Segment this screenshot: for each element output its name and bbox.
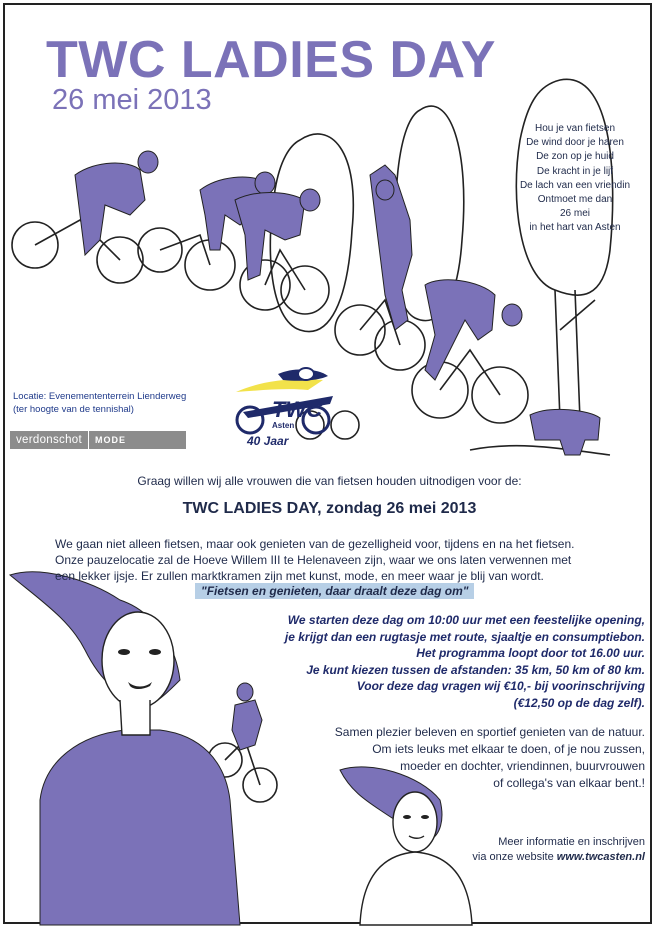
logo-anniversary: 40 Jaar xyxy=(247,434,289,448)
poem-line: De wind door je haren xyxy=(526,137,624,149)
together-text xyxy=(335,724,645,792)
together-line: of collega's van elkaar bent.! xyxy=(493,776,645,790)
woman-body xyxy=(40,730,240,925)
logo-text: TWC xyxy=(272,397,323,422)
together-line: Om iets leuks met elkaar te doen, of je nou zussen, xyxy=(372,742,645,756)
logo-place: Asten xyxy=(272,421,295,430)
cyclist-head xyxy=(502,304,522,326)
description-line: een lekker ijsje. Er zullen marktkramen zijn met kunst, mode, en meer waar je blij van wordt. xyxy=(55,569,544,583)
website-link[interactable]: www.twcasten.nl xyxy=(556,851,645,863)
program-line: (€12,50 op de dag zelf). xyxy=(513,695,645,710)
website-line xyxy=(472,850,645,865)
poem-line: De zon op je huid xyxy=(536,151,614,163)
website-prefix: via onze website xyxy=(472,851,554,863)
event-date: 26 mei 2013 xyxy=(52,84,212,116)
cyclist-head xyxy=(255,172,275,194)
sponsor-tag: MODE xyxy=(94,435,126,445)
tree-trunk xyxy=(555,290,595,420)
woman-face xyxy=(393,792,437,852)
poem xyxy=(508,122,642,236)
program-line: Voor deze dag vragen wij €10,- bij voorinschrijving xyxy=(356,679,645,693)
program-line: Het programma loopt door tot 16.00 uur. xyxy=(416,646,645,660)
poem-line: Hou je van fietsen xyxy=(534,123,616,134)
woman-face xyxy=(102,612,174,708)
poem-line: De lach van een vriendin xyxy=(519,179,631,191)
slogan-quote: "Fietsen en genieten, daar draalt deze dag om" xyxy=(195,583,474,599)
poem-line: in het hart van Asten xyxy=(529,222,621,234)
cyclist-head xyxy=(376,180,394,200)
poem-line: Ontmoet me dan xyxy=(537,194,613,206)
description xyxy=(55,536,625,584)
cyclist-figure xyxy=(530,409,600,455)
woman-neck xyxy=(120,700,150,735)
cyclist-figure xyxy=(232,700,262,750)
together-line: moeder en dochter, vriendinnen, buurvrouwen xyxy=(400,759,645,773)
cyclist-head xyxy=(300,189,320,211)
event-headline: TWC LADIES DAY, zondag 26 mei 2013 xyxy=(182,500,477,517)
description-line: Onze pauzelocatie zal de Hoeve Willem III te Helenaveen zijn, waar we ons laten verwennen met xyxy=(55,553,572,567)
cyclist-figure xyxy=(425,280,495,380)
sponsor-banner xyxy=(10,431,186,449)
location xyxy=(13,390,186,416)
woman-body-outline xyxy=(360,852,472,925)
program-line: Je kunt kiezen tussen de afstanden: 35 km, 50 km of 80 km. xyxy=(306,662,645,677)
location-note: (ter hoogte van de tennishal) xyxy=(13,404,134,415)
description-line: We gaan niet alleen fietsen, maar ook genieten van de gezelligheid voor, tijdens en na het fietsen. xyxy=(55,537,575,551)
program-details xyxy=(285,612,645,711)
program-line: je krijgt dan een rugtasje met route, sjaaltje en consumptiebon. xyxy=(284,629,645,644)
cyclist-head xyxy=(138,151,158,173)
more-info xyxy=(472,835,645,865)
program-line: We starten deze dag om 10:00 uur met een feestelijke opening, xyxy=(287,613,645,627)
poem-line: De kracht in je lijf xyxy=(536,165,614,177)
page-title: TWC LADIES DAY xyxy=(46,31,496,89)
location-line: Locatie: Evenemententerrein Lienderweg xyxy=(13,391,187,402)
intro-text: Graag willen wij alle vrouwen die van fietsen houden uitnodigen voor de: xyxy=(137,474,522,488)
more-info-label: Meer informatie en inschrijven xyxy=(498,836,645,848)
sponsor-name: verdonschot xyxy=(16,434,82,446)
cyclist-head xyxy=(237,683,253,701)
poem-line: 26 mei xyxy=(559,208,590,220)
together-line: Samen plezier beleven en sportief genieten van de natuur. xyxy=(334,725,645,739)
